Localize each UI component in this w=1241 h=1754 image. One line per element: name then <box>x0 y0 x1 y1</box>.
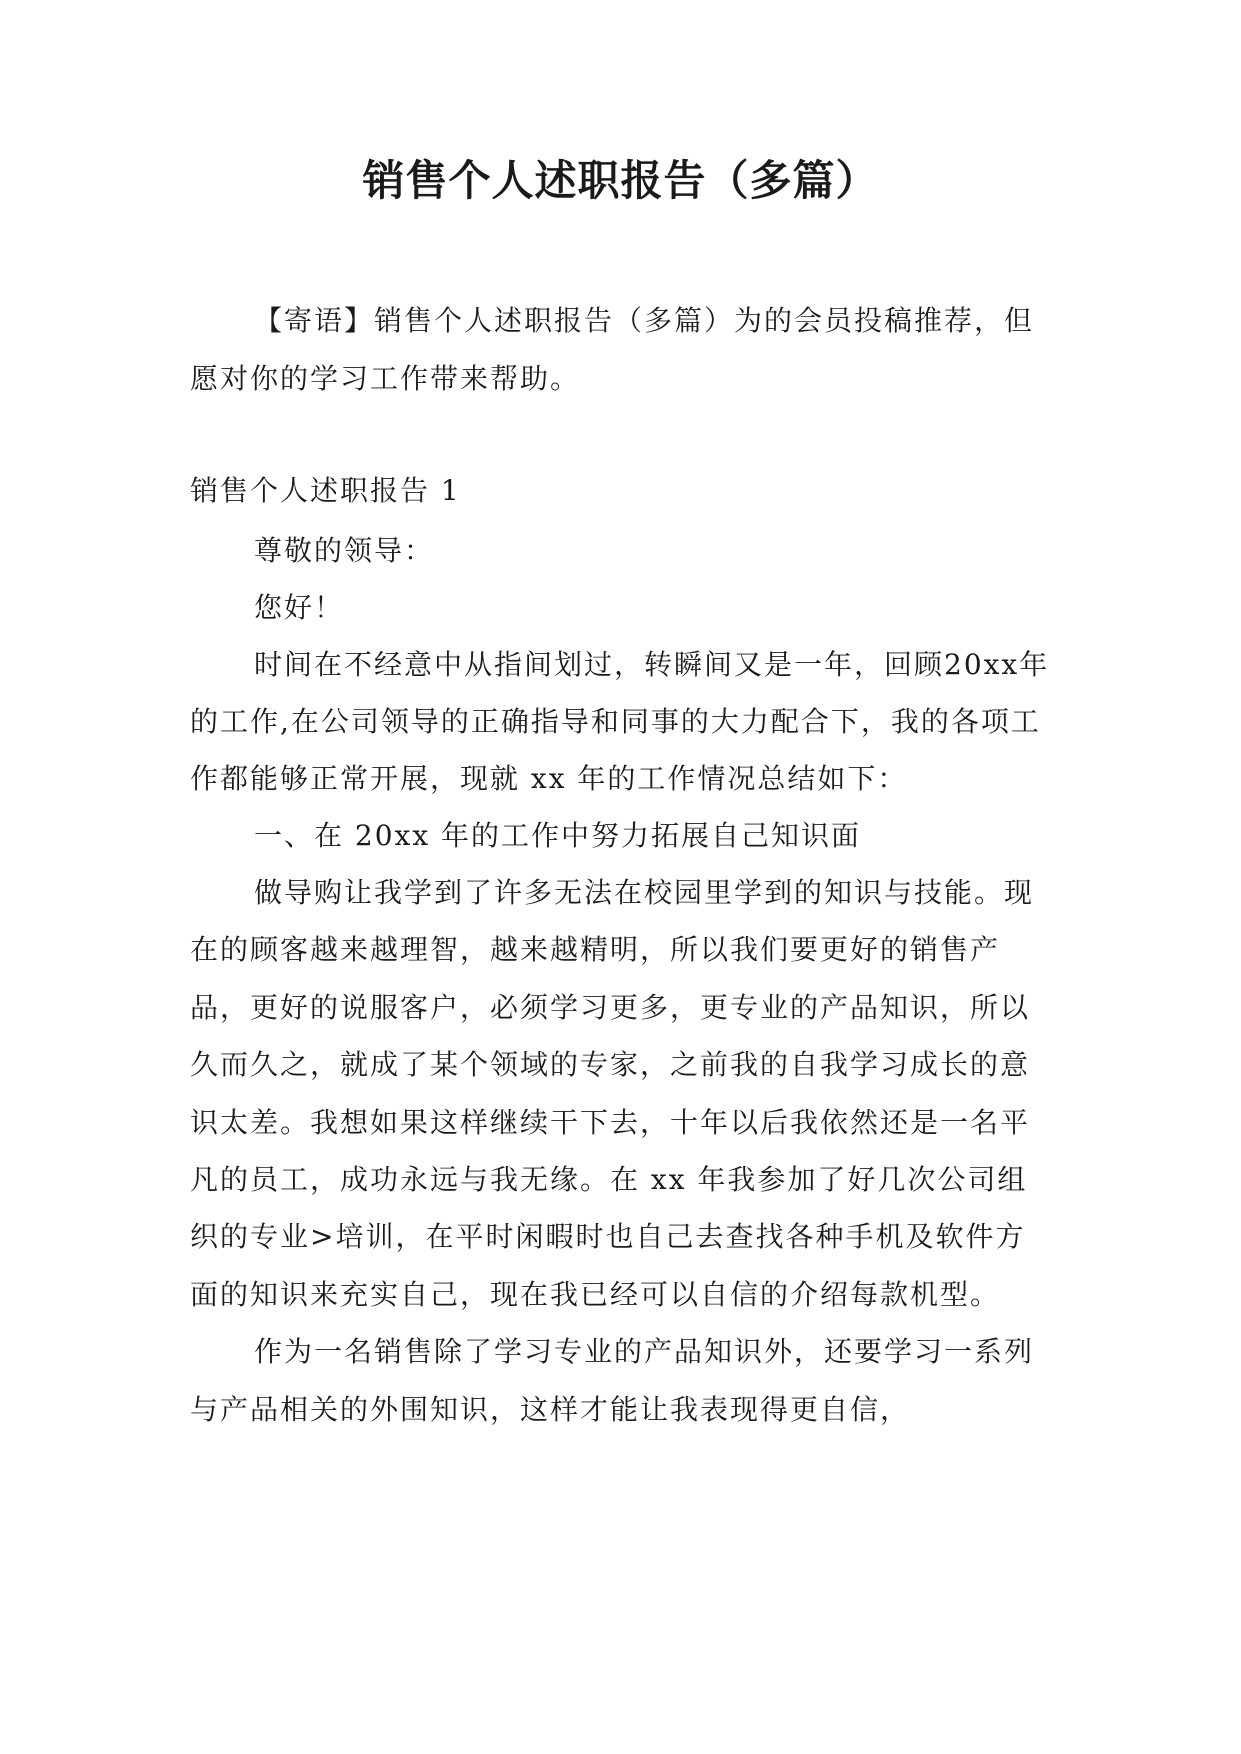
greeting: 您好！ <box>254 591 345 624</box>
salutation: 尊敬的领导： <box>254 534 435 567</box>
paragraph-sales-knowledge: 作为一名销售除了学习专业的产品知识外，还要学习一系列与产品相关的外围知识，这样才能让我表现得更自信， <box>190 1335 1035 1426</box>
report-body <box>190 462 1050 1438</box>
intro-block <box>190 292 1050 408</box>
intro-paragraph: 【寄语】销售个人述职报告（多篇）为的会员投稿推荐，但愿对你的学习工作带来帮助。 <box>190 304 1035 395</box>
document-title: 销售个人述职报告（多篇） <box>362 156 879 205</box>
paragraph-point-one-heading: 一、在 20xx 年的工作中努力拓展自己知识面 <box>254 819 862 852</box>
paragraph-review: 时间在不经意中从指间划过，转瞬间又是一年，回顾20xx年的工作,在公司领导的正确指导和同事的大力配合下，我的各项工作都能够正常开展，现就 xx 年的工作情况总结如下： <box>190 648 1050 795</box>
paragraph-knowledge: 做导购让我学到了许多无法在校园里学到的知识与技能。现在的顾客越来越理智，越来越精明，所以我们要更好的销售产品，更好的说服客户，必须学习更多，更专业的产品知识，所以久而久之，就成了某个领域的专家，之前我的自我学习成长的意识太差。我想如果这样继续干下去，十年以后我依然还是一名平凡的员工，成功永远与我无缘。在 xx 年我参加了好几次公司组织的专业>培训，在平时闲暇时也自己去查找各种手机及软件方面的知识来充实自己，现在我已经可以自信的介绍每款机型。 <box>190 876 1035 1311</box>
section-heading: 销售个人述职报告 1 <box>190 474 461 507</box>
